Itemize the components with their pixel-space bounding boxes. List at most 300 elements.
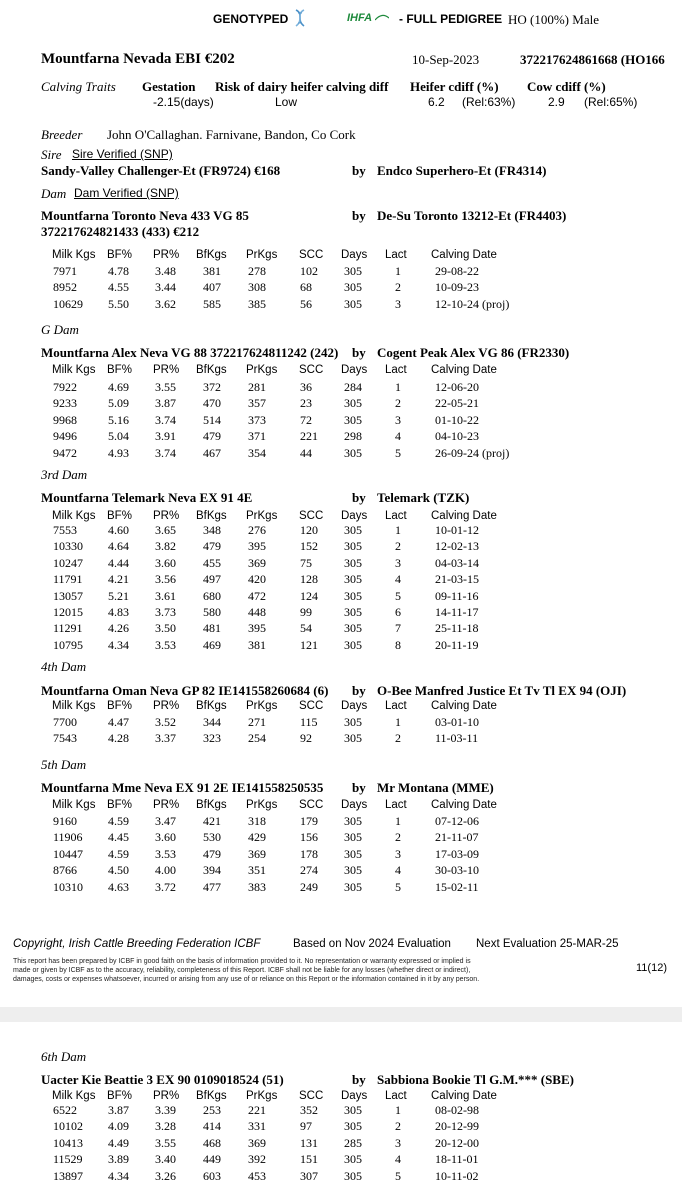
dam3-cell-bf-pct: 4.21 bbox=[108, 572, 129, 587]
dam3-cell-calving-date: 12-02-13 bbox=[435, 539, 479, 554]
dam3-cell-bf-kgs: 455 bbox=[203, 555, 221, 570]
dam-header-days: Days bbox=[341, 249, 368, 261]
dam6-cell-milk-kgs: 11529 bbox=[53, 1152, 83, 1167]
dam3-cell-bf-pct: 4.44 bbox=[108, 555, 129, 570]
dam3-header-calving-date: Calving Date bbox=[431, 510, 497, 522]
dam5-cell-bf-pct: 4.45 bbox=[108, 830, 129, 845]
sire-label: Sire bbox=[41, 147, 62, 162]
dam3-cell-calving-date: 04-03-14 bbox=[435, 555, 479, 570]
dam3-cell-pr-kgs: 448 bbox=[248, 605, 266, 619]
dam6-cell-pr-kgs: 453 bbox=[248, 1168, 266, 1183]
dam6-cell-calving-date: 08-02-98 bbox=[435, 1103, 479, 1117]
dam6-cell-calving-date: 10-11-02 bbox=[435, 1168, 479, 1183]
gdam-cell-bf-kgs: 514 bbox=[203, 412, 221, 427]
dam3-cell-days: 305 bbox=[344, 539, 362, 554]
dam-header-bf-pct: BF% bbox=[107, 249, 132, 261]
dam-cell-milk-kgs: 8952 bbox=[53, 280, 77, 295]
dam4-by-label: by bbox=[352, 683, 366, 698]
dam6-cell-pr-kgs: 369 bbox=[248, 1135, 266, 1150]
dam3-cell-lact: 8 bbox=[395, 637, 401, 652]
gdam-header-pr-kgs: PrKgs bbox=[246, 364, 278, 376]
dam3-cell-calving-date: 10-01-12 bbox=[435, 523, 479, 537]
gdam-cell-milk-kgs: 9496 bbox=[53, 429, 77, 444]
dam5-cell-bf-pct: 4.59 bbox=[108, 846, 129, 861]
dam-cell-scc: 102 bbox=[300, 264, 318, 278]
dam3-cell-lact: 5 bbox=[395, 588, 401, 603]
dam3-cell-calving-date: 20-11-19 bbox=[435, 637, 479, 652]
dam5-header-lact: Lact bbox=[385, 799, 407, 811]
dam6-name: Uacter Kie Beattie 3 EX 90 0109018524 (51) bbox=[41, 1072, 284, 1087]
dam-cell-days: 305 bbox=[344, 296, 362, 311]
gdam-cell-pr-pct: 3.87 bbox=[155, 396, 176, 411]
dam-cell-scc: 68 bbox=[300, 280, 312, 295]
dam3-cell-pr-kgs: 395 bbox=[248, 539, 266, 554]
animal-birth-date: 10-Sep-2023 bbox=[412, 52, 480, 67]
dam5-cell-pr-pct: 4.00 bbox=[155, 863, 176, 878]
dam6-cell-calving-date: 20-12-99 bbox=[435, 1119, 479, 1134]
dam3-cell-pr-pct: 3.61 bbox=[155, 588, 176, 603]
dam5-cell-days: 305 bbox=[344, 863, 362, 878]
gdam-cell-days: 305 bbox=[344, 396, 362, 411]
dam6-cell-scc: 151 bbox=[300, 1152, 318, 1167]
sire-by-value: Endco Superhero-Et (FR4314) bbox=[377, 163, 547, 178]
dam5-cell-calving-date: 07-12-06 bbox=[435, 814, 479, 828]
gdam-header-lact: Lact bbox=[385, 364, 407, 376]
dam5-by-value: Mr Montana (MME) bbox=[377, 780, 494, 795]
dam5-cell-days: 305 bbox=[344, 814, 362, 828]
dam-cell-calving-date: 10-09-23 bbox=[435, 280, 479, 295]
gdam-cell-calving-date: 12-06-20 bbox=[435, 380, 479, 394]
page-number: 11(12) bbox=[636, 962, 667, 974]
dam6-cell-lact: 3 bbox=[395, 1135, 401, 1150]
gdam-cell-bf-kgs: 467 bbox=[203, 445, 221, 460]
gdam-header-scc: SCC bbox=[299, 364, 324, 376]
dam3-name: Mountfarna Telemark Neva EX 91 4E bbox=[41, 490, 253, 505]
dam4-cell-calving-date: 03-01-10 bbox=[435, 715, 479, 729]
gdam-cell-bf-pct: 5.16 bbox=[108, 412, 129, 427]
gdam-cell-pr-kgs: 354 bbox=[248, 445, 266, 460]
dam3-cell-milk-kgs: 7553 bbox=[53, 523, 77, 537]
dam3-header-lact: Lact bbox=[385, 510, 407, 522]
dam6-header-pr-kgs: PrKgs bbox=[246, 1090, 278, 1102]
dam6-header-lact: Lact bbox=[385, 1090, 407, 1102]
dam6-header-bf-kgs: BfKgs bbox=[196, 1090, 227, 1102]
dam4-cell-pr-pct: 3.37 bbox=[155, 731, 176, 746]
dam5-cell-lact: 3 bbox=[395, 846, 401, 861]
dam4-by-value: O-Bee Manfred Justice Et Tv Tl EX 94 (OJI) bbox=[377, 683, 627, 698]
gestation-header: Gestation bbox=[142, 79, 196, 94]
dam5-cell-days: 305 bbox=[344, 830, 362, 845]
dam4-cell-milk-kgs: 7543 bbox=[53, 731, 77, 746]
dam6-cell-pr-kgs: 221 bbox=[248, 1103, 266, 1117]
gdam-cell-bf-pct: 4.93 bbox=[108, 445, 129, 460]
gdam-cell-lact: 3 bbox=[395, 412, 401, 427]
gdam-cell-days: 305 bbox=[344, 445, 362, 460]
dam5-label: 5th Dam bbox=[41, 757, 87, 772]
dam4-cell-bf-kgs: 344 bbox=[203, 715, 221, 729]
sire-by-label: by bbox=[352, 163, 366, 178]
dam5-cell-pr-pct: 3.47 bbox=[155, 814, 176, 828]
dam6-cell-bf-pct: 4.09 bbox=[108, 1119, 129, 1134]
gdam-cell-calving-date: 04-10-23 bbox=[435, 429, 479, 444]
dam3-cell-days: 305 bbox=[344, 637, 362, 652]
dam-cell-milk-kgs: 10629 bbox=[53, 296, 83, 311]
gdam-cell-bf-kgs: 372 bbox=[203, 380, 221, 394]
dam3-cell-days: 305 bbox=[344, 621, 362, 636]
animal-name: Mountfarna Nevada EBI €202 bbox=[41, 51, 235, 67]
dam-cell-pr-kgs: 278 bbox=[248, 264, 266, 278]
dam-label: Dam bbox=[41, 186, 67, 201]
gdam-cell-lact: 1 bbox=[395, 380, 401, 394]
dam3-cell-bf-kgs: 348 bbox=[203, 523, 221, 537]
dam3-header-bf-pct: BF% bbox=[107, 510, 132, 522]
dam6-cell-days: 305 bbox=[344, 1119, 362, 1134]
dam5-cell-bf-pct: 4.63 bbox=[108, 879, 129, 894]
dam5-cell-milk-kgs: 8766 bbox=[53, 863, 77, 878]
dam3-header-milk-kgs: Milk Kgs bbox=[52, 510, 96, 522]
dam4-cell-pr-kgs: 254 bbox=[248, 731, 266, 746]
dam4-cell-bf-pct: 4.28 bbox=[108, 731, 129, 746]
dam3-cell-bf-pct: 4.34 bbox=[108, 637, 129, 652]
dam5-header-bf-kgs: BfKgs bbox=[196, 799, 227, 811]
dam3-by-value: Telemark (TZK) bbox=[377, 490, 470, 505]
dam3-cell-days: 305 bbox=[344, 572, 362, 587]
gdam-cell-lact: 5 bbox=[395, 445, 401, 460]
gdam-cell-days: 298 bbox=[344, 429, 362, 444]
dam5-cell-milk-kgs: 10310 bbox=[53, 879, 83, 894]
dam5-cell-pr-pct: 3.60 bbox=[155, 830, 176, 845]
dam-header-scc: SCC bbox=[299, 249, 324, 261]
gdam-by-label: by bbox=[352, 345, 366, 360]
disclaimer-line-3: damages, costs or expenses whatsoever, incurred or arising from any use of or reliance on this Report or the information contained in it by any person. bbox=[13, 976, 480, 983]
dam5-cell-milk-kgs: 10447 bbox=[53, 846, 83, 861]
dam5-cell-pr-kgs: 351 bbox=[248, 863, 266, 878]
full-pedigree-label: - FULL PEDIGREE bbox=[399, 12, 503, 26]
dam6-cell-milk-kgs: 10413 bbox=[53, 1135, 83, 1150]
dam3-cell-scc: 99 bbox=[300, 605, 312, 619]
dam5-header-scc: SCC bbox=[299, 799, 324, 811]
gdam-cell-milk-kgs: 9968 bbox=[53, 412, 77, 427]
dam-cell-days: 305 bbox=[344, 280, 362, 295]
dam4-header-scc: SCC bbox=[299, 700, 324, 712]
gdam-header-days: Days bbox=[341, 364, 368, 376]
animal-registration: 372217624861668 (HO166 bbox=[520, 52, 665, 67]
dam5-cell-pr-kgs: 318 bbox=[248, 814, 266, 828]
dam3-cell-days: 305 bbox=[344, 555, 362, 570]
dam6-cell-pr-kgs: 331 bbox=[248, 1119, 266, 1134]
dam3-cell-bf-kgs: 481 bbox=[203, 621, 221, 636]
dam3-cell-bf-pct: 5.21 bbox=[108, 588, 129, 603]
dam5-header-calving-date: Calving Date bbox=[431, 799, 497, 811]
dam6-cell-bf-kgs: 449 bbox=[203, 1152, 221, 1167]
dam3-cell-milk-kgs: 11291 bbox=[53, 621, 83, 636]
dam3-cell-pr-kgs: 395 bbox=[248, 621, 266, 636]
dam4-cell-days: 305 bbox=[344, 715, 362, 729]
dam5-cell-milk-kgs: 11906 bbox=[53, 830, 83, 845]
dam5-cell-scc: 249 bbox=[300, 879, 318, 894]
dam6-cell-calving-date: 20-12-00 bbox=[435, 1135, 479, 1150]
dam6-cell-days: 305 bbox=[344, 1103, 362, 1117]
dam5-cell-days: 305 bbox=[344, 846, 362, 861]
dam3-cell-days: 305 bbox=[344, 523, 362, 537]
dam3-cell-calving-date: 09-11-16 bbox=[435, 588, 479, 603]
dam5-cell-calving-date: 30-03-10 bbox=[435, 863, 479, 878]
dam6-cell-days: 305 bbox=[344, 1168, 362, 1183]
dam6-cell-bf-pct: 4.34 bbox=[108, 1168, 129, 1183]
dam3-cell-lact: 6 bbox=[395, 605, 401, 619]
dam3-label: 3rd Dam bbox=[41, 467, 88, 482]
dam3-cell-days: 305 bbox=[344, 588, 362, 603]
copyright-text: Copyright, Irish Cattle Breeding Federation ICBF bbox=[13, 938, 261, 950]
dam6-cell-days: 285 bbox=[344, 1135, 362, 1150]
dam6-cell-pr-kgs: 392 bbox=[248, 1152, 266, 1167]
dam5-cell-pr-kgs: 369 bbox=[248, 846, 266, 861]
dam5-header-pr-pct: PR% bbox=[153, 799, 180, 811]
gdam-header-bf-pct: BF% bbox=[107, 364, 132, 376]
dam6-cell-pr-pct: 3.28 bbox=[155, 1119, 176, 1134]
risk-value: Low bbox=[275, 95, 298, 109]
dam3-cell-bf-kgs: 479 bbox=[203, 539, 221, 554]
gdam-cell-lact: 4 bbox=[395, 429, 401, 444]
dam3-cell-bf-kgs: 469 bbox=[203, 637, 221, 652]
dam4-cell-bf-kgs: 323 bbox=[203, 731, 221, 746]
dam3-cell-pr-kgs: 369 bbox=[248, 555, 266, 570]
dam4-cell-pr-kgs: 271 bbox=[248, 715, 266, 729]
dam3-cell-scc: 152 bbox=[300, 539, 318, 554]
breed-sex: HO (100%) Male bbox=[508, 12, 599, 27]
dam3-cell-lact: 7 bbox=[395, 621, 401, 636]
cow-cdiff-value: 2.9 bbox=[548, 95, 565, 109]
gdam-cell-milk-kgs: 9233 bbox=[53, 396, 77, 411]
dam3-cell-milk-kgs: 10795 bbox=[53, 637, 83, 652]
dam6-cell-bf-kgs: 603 bbox=[203, 1168, 221, 1183]
dam3-cell-pr-kgs: 276 bbox=[248, 523, 266, 537]
dam-header-milk-kgs: Milk Kgs bbox=[52, 249, 96, 261]
dam-header-pr-kgs: PrKgs bbox=[246, 249, 278, 261]
dam4-header-days: Days bbox=[341, 700, 368, 712]
dam3-cell-lact: 1 bbox=[395, 523, 401, 537]
dam4-header-pr-pct: PR% bbox=[153, 700, 180, 712]
dam6-cell-lact: 5 bbox=[395, 1168, 401, 1183]
dam4-cell-bf-pct: 4.47 bbox=[108, 715, 129, 729]
dam-cell-pr-pct: 3.44 bbox=[155, 280, 176, 295]
dam4-cell-pr-pct: 3.52 bbox=[155, 715, 176, 729]
gdam-cell-bf-kgs: 479 bbox=[203, 429, 221, 444]
dam3-cell-scc: 128 bbox=[300, 572, 318, 587]
dam5-cell-bf-kgs: 421 bbox=[203, 814, 221, 828]
dam3-cell-bf-pct: 4.64 bbox=[108, 539, 129, 554]
dam5-by-label: by bbox=[352, 780, 366, 795]
dam6-cell-bf-pct: 4.49 bbox=[108, 1135, 129, 1150]
dam5-cell-days: 305 bbox=[344, 879, 362, 894]
dam4-header-pr-kgs: PrKgs bbox=[246, 700, 278, 712]
breeder-value: John O'Callaghan. Farnivane, Bandon, Co Cork bbox=[107, 127, 356, 142]
gdam-cell-bf-pct: 4.69 bbox=[108, 380, 129, 394]
dam-cell-bf-pct: 4.78 bbox=[108, 264, 129, 278]
dam6-cell-scc: 352 bbox=[300, 1103, 318, 1117]
dam4-header-calving-date: Calving Date bbox=[431, 700, 497, 712]
dam6-cell-bf-kgs: 253 bbox=[203, 1103, 221, 1117]
dam5-name: Mountfarna Mme Neva EX 91 2E IE141558250535 bbox=[41, 780, 324, 795]
dam5-header-milk-kgs: Milk Kgs bbox=[52, 799, 96, 811]
dam3-header-bf-kgs: BfKgs bbox=[196, 510, 227, 522]
dam6-by-label: by bbox=[352, 1072, 366, 1087]
calving-traits-label: Calving Traits bbox=[41, 79, 116, 94]
dam3-cell-lact: 2 bbox=[395, 539, 401, 554]
gdam-cell-milk-kgs: 7922 bbox=[53, 380, 77, 394]
dam3-cell-days: 305 bbox=[344, 605, 362, 619]
dam6-cell-lact: 4 bbox=[395, 1152, 401, 1167]
dam4-name: Mountfarna Oman Neva GP 82 IE141558260684 (6) bbox=[41, 683, 329, 698]
dam-cell-pr-kgs: 385 bbox=[248, 296, 266, 311]
dam3-cell-bf-pct: 4.60 bbox=[108, 523, 129, 537]
dam3-cell-scc: 75 bbox=[300, 555, 312, 570]
heifer-cdiff-value: 6.2 bbox=[428, 95, 445, 109]
dam3-cell-pr-pct: 3.53 bbox=[155, 637, 176, 652]
dam3-header-days: Days bbox=[341, 510, 368, 522]
dam4-header-bf-pct: BF% bbox=[107, 700, 132, 712]
dam6-cell-scc: 131 bbox=[300, 1135, 318, 1150]
dam3-cell-milk-kgs: 10247 bbox=[53, 555, 83, 570]
dam4-cell-lact: 1 bbox=[395, 715, 401, 729]
gdam-name: Mountfarna Alex Neva VG 88 372217624811242 (242) bbox=[41, 345, 339, 360]
dam6-header-milk-kgs: Milk Kgs bbox=[52, 1090, 96, 1102]
gdam-cell-scc: 72 bbox=[300, 412, 312, 427]
dam4-label: 4th Dam bbox=[41, 659, 87, 674]
gdam-cell-milk-kgs: 9472 bbox=[53, 445, 77, 460]
dam-by-value: De-Su Toronto 13212-Et (FR4403) bbox=[377, 208, 567, 223]
gdam-cell-pr-pct: 3.55 bbox=[155, 380, 176, 394]
heifer-cdiff-header: Heifer cdiff (%) bbox=[410, 79, 499, 94]
ihfa-logo-text: IHFA bbox=[347, 12, 372, 24]
dam4-header-bf-kgs: BfKgs bbox=[196, 700, 227, 712]
dam5-cell-bf-pct: 4.59 bbox=[108, 814, 129, 828]
dam6-cell-calving-date: 18-11-01 bbox=[435, 1152, 479, 1167]
gdam-cell-scc: 44 bbox=[300, 445, 312, 460]
dam3-cell-pr-pct: 3.60 bbox=[155, 555, 176, 570]
dam3-cell-scc: 124 bbox=[300, 588, 318, 603]
dam5-cell-calving-date: 15-02-11 bbox=[435, 879, 479, 894]
dam3-cell-pr-pct: 3.65 bbox=[155, 523, 176, 537]
gdam-header-milk-kgs: Milk Kgs bbox=[52, 364, 96, 376]
next-evaluation: Next Evaluation 25-MAR-25 bbox=[476, 938, 619, 950]
dam3-cell-calving-date: 25-11-18 bbox=[435, 621, 479, 636]
dam5-cell-bf-kgs: 477 bbox=[203, 879, 221, 894]
dam-verified-link[interactable]: Dam Verified (SNP) bbox=[74, 186, 179, 200]
dam3-header-scc: SCC bbox=[299, 510, 324, 522]
dam5-header-pr-kgs: PrKgs bbox=[246, 799, 278, 811]
dam-registration: 372217624821433 (433) €212 bbox=[41, 224, 200, 239]
gdam-cell-pr-pct: 3.91 bbox=[155, 429, 176, 444]
dam3-cell-scc: 54 bbox=[300, 621, 312, 636]
dam6-cell-bf-kgs: 414 bbox=[203, 1119, 221, 1134]
dam-cell-bf-kgs: 381 bbox=[203, 264, 221, 278]
gdam-cell-pr-pct: 3.74 bbox=[155, 445, 176, 460]
dam6-cell-lact: 1 bbox=[395, 1103, 401, 1117]
disclaimer-line-2: made or given by ICBF as to the accuracy, reliability, completeness of this Report. ICBF shall not be liable for any losses (whether direct or indirect), bbox=[13, 967, 471, 974]
dam5-cell-scc: 274 bbox=[300, 863, 318, 878]
disclaimer-line-1: This report has been prepared by ICBF in good faith on the basis of information provided to it. No representation or warranty expressed or implied is bbox=[13, 958, 471, 965]
dam5-cell-bf-kgs: 530 bbox=[203, 830, 221, 845]
gdam-cell-pr-kgs: 357 bbox=[248, 396, 266, 411]
dam6-header-scc: SCC bbox=[299, 1090, 324, 1102]
dam4-cell-days: 305 bbox=[344, 731, 362, 746]
gdam-cell-calving-date: 26-09-24 (proj) bbox=[435, 445, 510, 460]
cow-cdiff-header: Cow cdiff (%) bbox=[527, 79, 606, 94]
dam4-cell-scc: 115 bbox=[300, 715, 318, 729]
dam4-cell-lact: 2 bbox=[395, 731, 401, 746]
gdam-cell-days: 305 bbox=[344, 412, 362, 427]
gdam-cell-scc: 36 bbox=[300, 380, 312, 394]
dam3-cell-calving-date: 21-03-15 bbox=[435, 572, 479, 587]
dam3-cell-milk-kgs: 10330 bbox=[53, 539, 83, 554]
dam-cell-calving-date: 12-10-24 (proj) bbox=[435, 296, 510, 311]
dam6-cell-lact: 2 bbox=[395, 1119, 401, 1134]
dam3-cell-lact: 3 bbox=[395, 555, 401, 570]
gdam-header-pr-pct: PR% bbox=[153, 364, 180, 376]
dam5-cell-bf-pct: 4.50 bbox=[108, 863, 129, 878]
dam6-cell-milk-kgs: 10102 bbox=[53, 1119, 83, 1134]
dam5-cell-milk-kgs: 9160 bbox=[53, 814, 77, 828]
sire-name: Sandy-Valley Challenger-Et (FR9724) €168 bbox=[41, 163, 281, 178]
dam4-header-milk-kgs: Milk Kgs bbox=[52, 700, 96, 712]
dam6-label: 6th Dam bbox=[41, 1049, 87, 1064]
dam-header-calving-date: Calving Date bbox=[431, 249, 497, 261]
dam5-cell-pr-pct: 3.53 bbox=[155, 846, 176, 861]
dam4-cell-calving-date: 11-03-11 bbox=[435, 731, 479, 746]
report-page-2 bbox=[0, 1022, 682, 1200]
dam6-header-days: Days bbox=[341, 1090, 368, 1102]
sire-verified-link[interactable]: Sire Verified (SNP) bbox=[72, 147, 173, 161]
dam5-cell-calving-date: 17-03-09 bbox=[435, 846, 479, 861]
dam5-header-days: Days bbox=[341, 799, 368, 811]
dam3-by-label: by bbox=[352, 490, 366, 505]
dam3-cell-milk-kgs: 13057 bbox=[53, 588, 83, 603]
dam-by-label: by bbox=[352, 208, 366, 223]
dam3-cell-bf-kgs: 580 bbox=[203, 605, 221, 619]
gdam-by-value: Cogent Peak Alex VG 86 (FR2330) bbox=[377, 345, 570, 360]
dam6-cell-bf-pct: 3.87 bbox=[108, 1103, 129, 1117]
gdam-cell-calving-date: 22-05-21 bbox=[435, 396, 479, 411]
dam5-cell-pr-pct: 3.72 bbox=[155, 879, 176, 894]
heifer-cdiff-rel: (Rel:63%) bbox=[462, 95, 516, 109]
dam6-header-pr-pct: PR% bbox=[153, 1090, 180, 1102]
gdam-label: G Dam bbox=[41, 322, 79, 337]
gdam-cell-pr-kgs: 373 bbox=[248, 412, 266, 427]
dam3-cell-pr-pct: 3.73 bbox=[155, 605, 176, 619]
gdam-cell-scc: 23 bbox=[300, 396, 312, 411]
gdam-cell-pr-kgs: 281 bbox=[248, 380, 266, 394]
dam3-cell-milk-kgs: 11791 bbox=[53, 572, 83, 587]
dam5-cell-scc: 178 bbox=[300, 846, 318, 861]
risk-header: Risk of dairy heifer calving diff bbox=[215, 79, 389, 94]
dam5-header-bf-pct: BF% bbox=[107, 799, 132, 811]
gdam-header-calving-date: Calving Date bbox=[431, 364, 497, 376]
dam3-cell-pr-pct: 3.50 bbox=[155, 621, 176, 636]
dam6-header-bf-pct: BF% bbox=[107, 1090, 132, 1102]
dam3-header-pr-pct: PR% bbox=[153, 510, 180, 522]
gdam-cell-bf-pct: 5.04 bbox=[108, 429, 129, 444]
breeder-label: Breeder bbox=[41, 127, 83, 142]
dam6-cell-bf-kgs: 468 bbox=[203, 1135, 221, 1150]
dam-cell-lact: 2 bbox=[395, 280, 401, 295]
dam6-cell-milk-kgs: 13897 bbox=[53, 1168, 83, 1183]
gdam-cell-bf-pct: 5.09 bbox=[108, 396, 129, 411]
ihfa-logo bbox=[347, 12, 389, 24]
gdam-header-bf-kgs: BfKgs bbox=[196, 364, 227, 376]
dam6-header-calving-date: Calving Date bbox=[431, 1090, 497, 1102]
dam5-cell-lact: 4 bbox=[395, 863, 401, 878]
